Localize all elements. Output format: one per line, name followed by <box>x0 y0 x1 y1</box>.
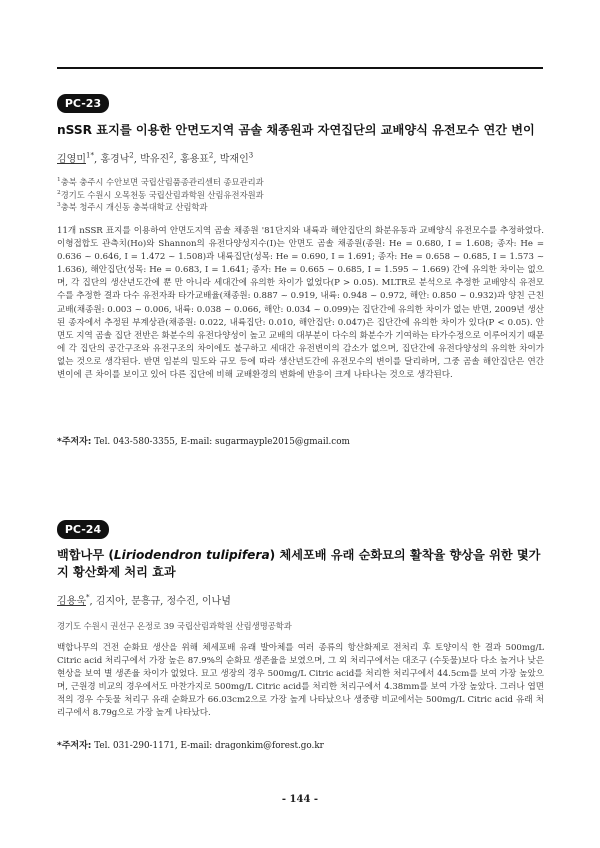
author-name: 정수진 <box>166 596 196 607</box>
author-name: 박유진 <box>140 154 170 165</box>
contact-info: Tel. 031-290-1171, E-mail: dragonkim@forest.go.kr <box>94 741 324 751</box>
contact-info: Tel. 043-580-3355, E-mail: sugarmayple2015@gmail.com <box>94 437 350 447</box>
affiliation-line: $^2$경기도 수원시 오목천동 국립산림과학원 산림유전자원과 <box>57 189 264 200</box>
abstract-badge-pc24: PC-24 <box>57 520 109 539</box>
contact-pc23 <box>57 434 350 447</box>
species-name: Liriodendron tulipifera <box>113 548 270 562</box>
author-name: 박재인 <box>219 154 249 165</box>
affiliation-line: $^3$충북 청주시 개신동 충북대학교 산림학과 <box>57 202 208 212</box>
top-rule <box>57 67 543 69</box>
author-name: 김영미 <box>57 154 86 165</box>
contact-label: *주저자: <box>57 741 92 751</box>
author-name: 홍용표 <box>179 154 209 165</box>
author-list-pc24: 김용욱*, 김지아, 문흥규, 정수진, 이나념 <box>57 593 231 607</box>
affiliations-pc23 <box>57 176 264 214</box>
affiliation-line: $^1$충북 충주시 수안보면 국립산림품종관리센터 종묘관리과 <box>57 177 264 187</box>
author-name: 이나념 <box>201 596 231 607</box>
contact-pc24 <box>57 738 324 751</box>
affiliation-pc24: 경기도 수원시 권선구 온정로 39 국립산림과학원 산림생명공학과 <box>57 621 292 631</box>
author-name: 김지아 <box>95 596 125 607</box>
author-list-pc23: 김영미$^{1*}$, 홍경낙$^2$, 박유진$^2$, 홍용표$^2$, 박재인$^3$ <box>57 151 254 165</box>
abstract-badge-pc23: PC-23 <box>57 94 109 113</box>
abstract-body-pc24: 백합나무의 건전 순화묘 생산을 위해 체세포배 유래 발아체를 여러 종류의 항산화제로 전처리 후 토양이식 한 결과 500mg/L Citric acid 처리구에서 가장 높은 87.9%의 순화묘 생존율을 보였으며, 그 외 처리구에서는 대조구 (수돗물)보다 다소 높거나 낮은 현상을 보여 별 생존율 차이가 없었다. 묘고 생장의 경우 500mg/L Citric acid를 처리한 처리구에서 44.5cm를 보여 가장 높았으며, 근원경 비교의 경우에서도 마찬가지로 500mg/L Citric acid를 처리한 처리구에서 4.38mm를 보여 가장 높았다. 그러나 엽면적의 경우 수돗물 처리구 유래 순화묘가 66.03cm2으로 가장 높게 나타났으나 생중량 비교에서는 500mg/L Citric acid 유래 처리구에서 8.79g으로 가장 높게 나타났다. <box>57 643 544 719</box>
contact-label: *주저자: <box>57 437 92 447</box>
page-number: - 144 - <box>281 794 319 805</box>
abstract-title-pc24: 백합나무 (Liriodendron tulipifera) 체세포배 유래 순화묘의 활착율 향상을 위한 몇가지 황산화제 처리 효과 <box>57 548 541 579</box>
abstract-title-pc23: nSSR 표지를 이용한 안면도지역 곰솔 채종원과 자연집단의 교배양식 유전모수 연간 변이 <box>57 123 535 137</box>
author-name: 홍경낙 <box>100 154 130 165</box>
author-name: 문흥규 <box>131 596 161 607</box>
author-name: 김용욱 <box>57 596 86 607</box>
abstract-body-pc23: 11개 nSSR 표지를 이용하여 안면도지역 곰솔 채종원 '81단지와 내륙과 해안집단의 화분유동과 교배양식 유전모수를 추정하였다. 이형접합도 관측치(Ho)와 Shannon의 유전다양성지수(I)는 안면도 곰솔 채종원(종원: He = 0.680, I = 1.608; 종자: He = 0.636 ~ 0.646, I = 1.472 ~ 1.508)과 내륙집단(성목: He = 0.690, I = 1.691; 종자: He = 0.658 ~ 0.685, I = 1.573 ~ 1.636), 해안집단(성목: He = 0.683, I = 1.641; 종자: He = 0.665 ~ 0.685, I = 1.595 ~ 1.669) 간에 유의한 차이는 없으며, 각 집단의 생산년도간에 뿐 만 아니라 세대간에 유의한 차이가 없었다(P > 0.05). MLTR로 분석으로 추정한 교배양식 유전모수를 추정한 결과 다수 유전자좌 타가교배율(채종원: 0.887 ~ 0.919, 내륙: 0.948 ~ 0.972, 해안: 0.850 ~ 0.932)과 양친 근친교배(채종원: 0.003 ~ 0.006, 내륙: 0.038 ~ 0.066, 해안: 0.034 ~ 0.099)는 집단간에 유의한 차이가 없는 반면, 2009년 생산된 종자에서 추정된 부계상관(채종원: 0.022, 내륙집단: 0.010, 해안집단: 0.047)은 집단간에 유의한 차이가 있다(P < 0.05). 안면도 지역 곰솔 집단 전반은 화분수의 유전다양성이 높고 교배의 대부분이 다수의 화분수가 기여하는 타가수정으로 이루어지기 때문에 각 집단의 공간구조와 유전구조의 차이에도 불구하고 세대간 유전변이의 감소가 없으며, 집단간에 유전다양성의 유의한 차이가 없는 것으로 생각된다. 반면 임분의 밀도와 규모 등에 따라 생산년도간에 유전모수의 변이를 달리하며, 그중 곰솔 해안집단은 연간 변이에 큰 차이를 보이고 있어 다른 집단에 비해 교배환경의 변화에 반응이 크게 나타나는 것으로 생각된다. <box>57 226 544 381</box>
